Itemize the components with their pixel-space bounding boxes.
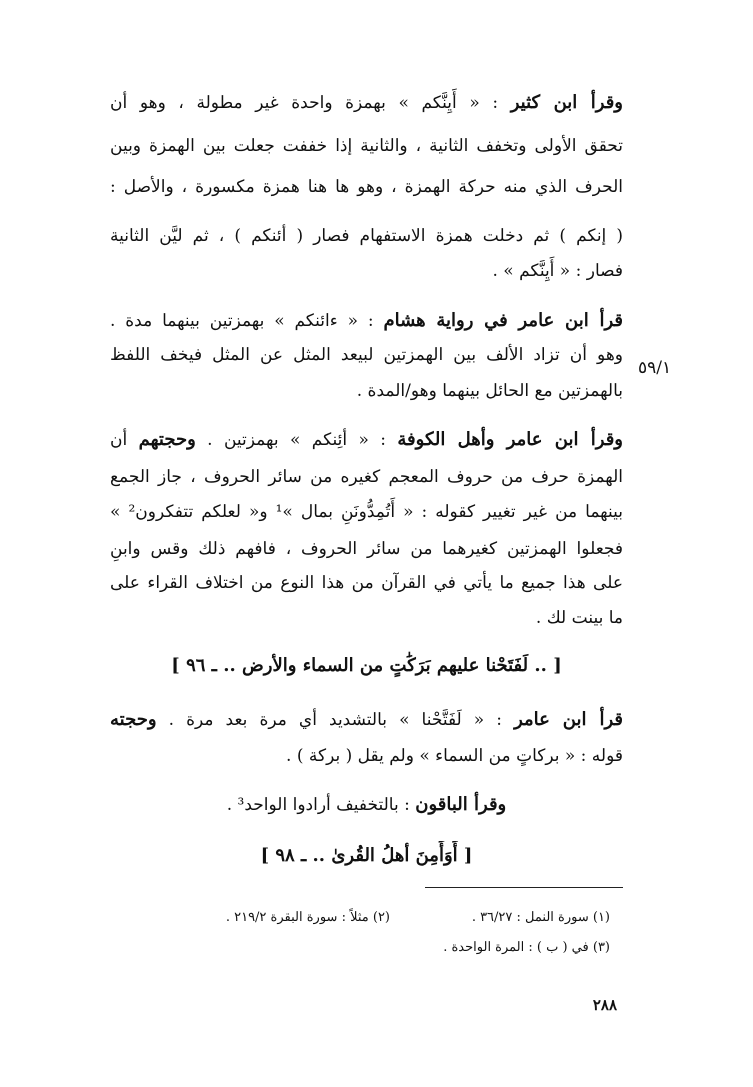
- text-line-10: الهمزة حرف من حروف المعجم كغيره من سائر الحروف ، جاز الجمع: [110, 467, 623, 487]
- text-line-14: ما بينت لك .: [535, 608, 623, 628]
- footnote-divider: [425, 887, 623, 888]
- page-number: ٢٨٨: [592, 996, 617, 1014]
- text-line-8: بالهمزتين مع الحائل بينهما وهو/المدة .: [356, 381, 623, 401]
- text-line-13: على هذا جميع ما يأتي في القرآن من هذا النوع من اختلاف القراء على: [110, 573, 623, 593]
- text-line-6: قرأ ابن عامر في رواية هشام : « ءائنكم » بهمزتين بينهما مدة .: [110, 310, 623, 331]
- text-line-3: الحرف الذي منه حركة الهمزة ، وهو ها هنا همزة مكسورة ، والأصل :: [110, 177, 623, 197]
- text-line-15: قرأ ابن عامر : « لَفَتَّحْنا » بالتشديد أي مرة بعد مرة . وحجته: [110, 709, 623, 730]
- text-line-4: ( إنكم ) ثم دخلت همزة الاستفهام فصار ( أئنكم ) ، ثم ليَّن الثانية: [110, 226, 623, 246]
- text-line-17: وقرأ الباقون : بالتخفيف أرادوا الواحد³ .: [226, 794, 507, 815]
- verse-heading-98: [ أَوَأَمِنَ أهلُ القُرىٰ .. ـ ٩٨ ]: [260, 845, 473, 866]
- text-line-5: فصار : « أَيِنَّكم » .: [492, 261, 623, 281]
- text-line-2: تحقق الأولى وتخفف الثانية ، والثانية إذا خففت جعلت بين الهمزة وبين: [110, 136, 623, 156]
- footnote-3: (٣) في ( ب ) : المرة الواحدة .: [443, 940, 610, 955]
- marginal-reference: ٥٩/١: [638, 358, 672, 378]
- text-line-7: وهو أن تزاد الألف بين الهمزتين لبيعد المثل عن المثل فيخف اللفظ: [110, 345, 623, 365]
- text-line-9: وقرأ ابن عامر وأهل الكوفة : « أئِنكم » بهمزتين . وحجتهم أن: [110, 429, 623, 450]
- text-line-11: بينهما من غير تغيير كقوله : « أَتُمِدُّونَنِ بمال »¹ و« لعلكم تتفكرون² »: [110, 502, 623, 522]
- text-line-12: فجعلوا الهمزتين كغيرهما من سائر الحروف ، فافهم ذلك وقس وابنِ: [110, 539, 623, 559]
- verse-heading-96: [ .. لَفَتَحْنا عليهم بَرَكَٰتٍ من السماء والأرض .. ـ ٩٦ ]: [171, 655, 562, 676]
- footnote-1: (١) سورة النمل : ٣٦/٢٧ .: [471, 910, 610, 925]
- text-line-16: قوله : « بركاتٍ من السماء » ولم يقل ( بركة ) .: [286, 746, 623, 766]
- text-line-1: وقرأ ابن كثير : « أَيِنَّكم » بهمزة واحدة غير مطولة ، وهو أن: [110, 92, 623, 113]
- footnote-2: (٢) مثلاً : سورة البقرة ٢١٩/٢ .: [225, 910, 390, 925]
